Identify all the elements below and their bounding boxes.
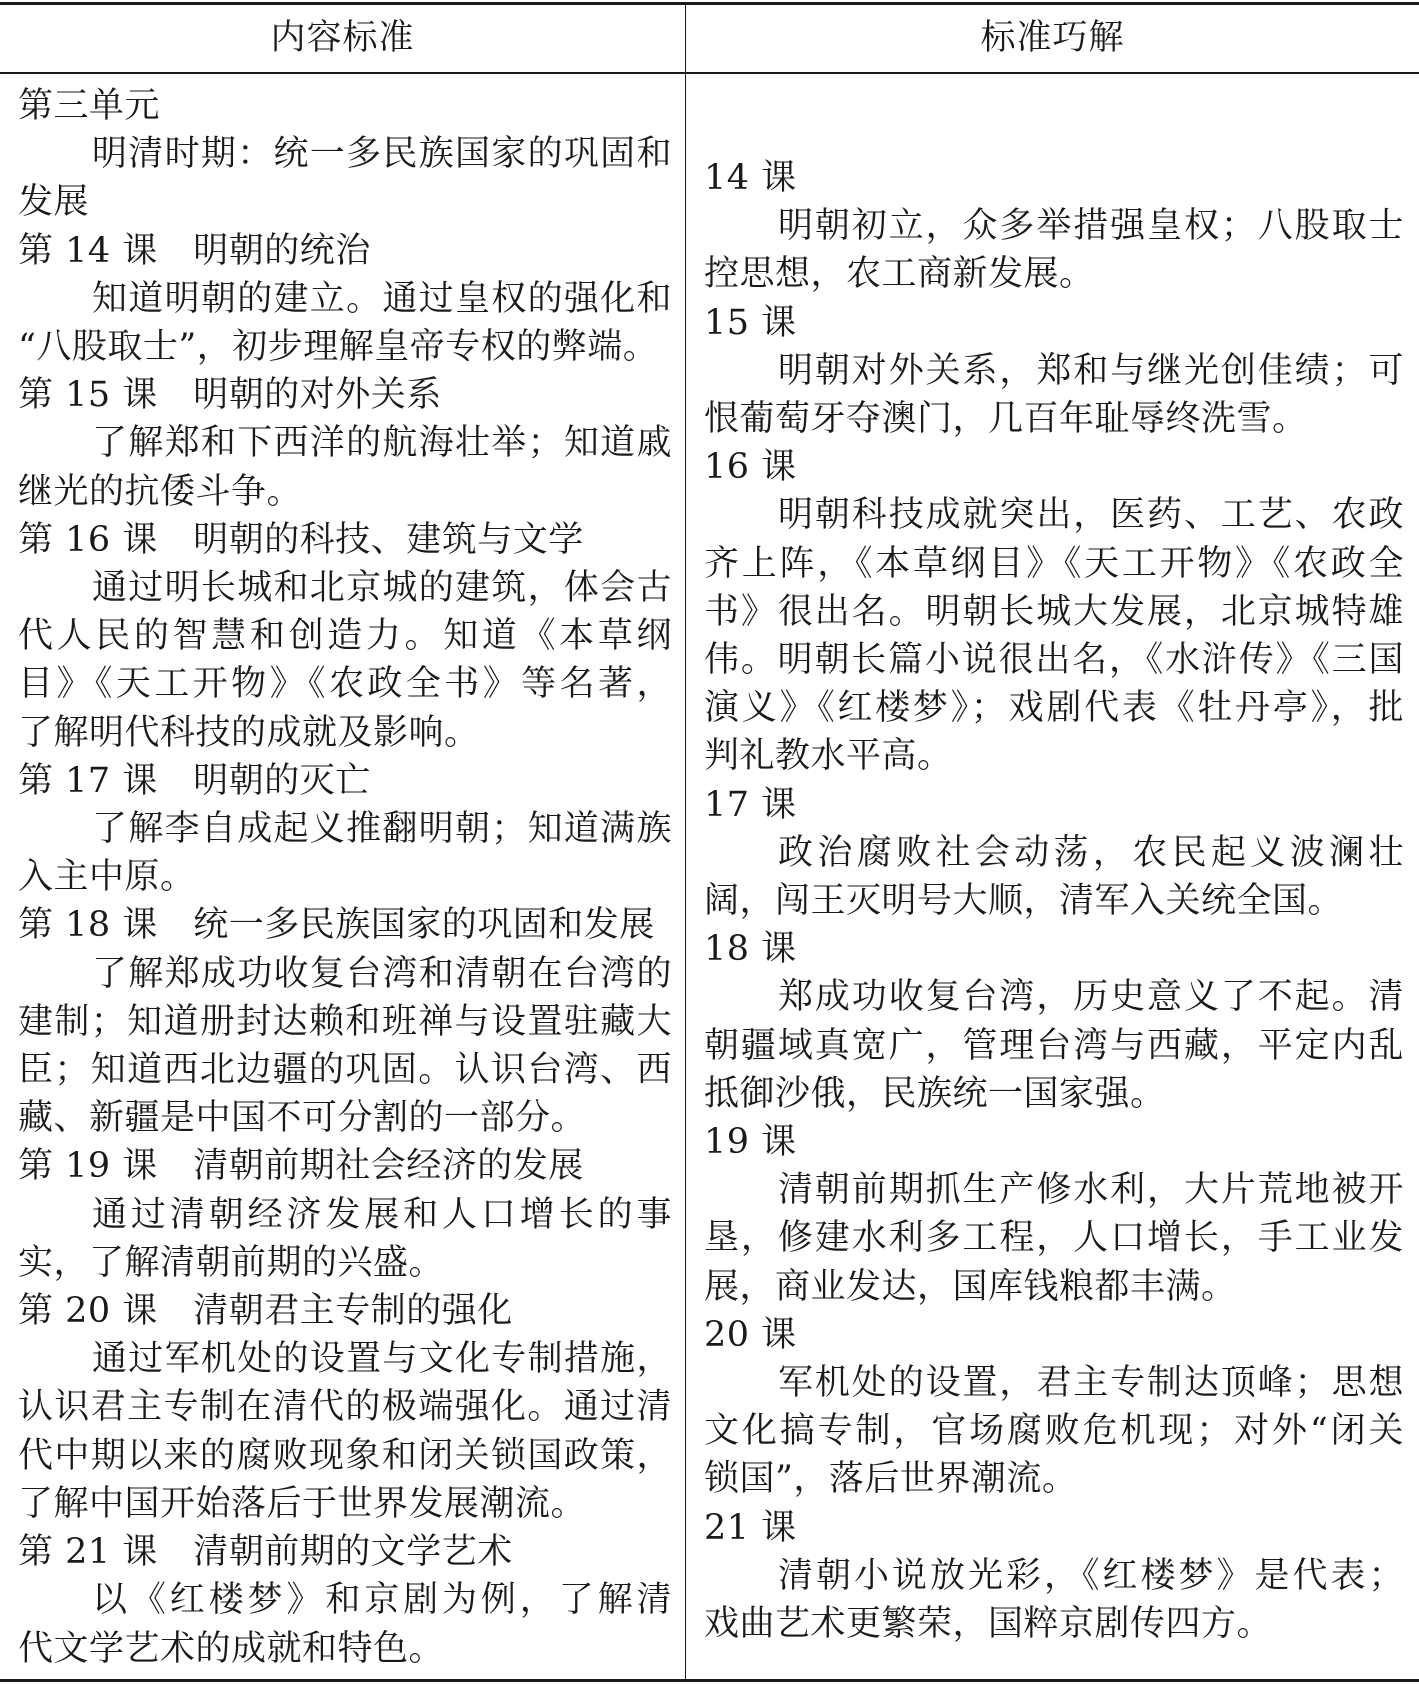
content-standard-line: 认识君主专制在清代的极端强化。通过清 (18, 1387, 672, 1428)
explanation-line: 伟。明朝长篇小说很出名，《水浒传》《三国 (704, 640, 1404, 681)
content-standard-column (18, 82, 672, 1673)
explanation-line: 清朝小说放光彩，《红楼梦》是代表； (778, 1555, 1404, 1596)
content-standard-line: 藏、新疆是中国不可分割的一部分。 (18, 1098, 587, 1139)
content-standard-line: 第 17 课 明朝的灭亡 (18, 760, 371, 801)
explanation-line: 阔，闯王灭明号大顺，清军入关统全国。 (704, 881, 1344, 922)
explanation-line: 郑成功收复台湾，历史意义了不起。清 (778, 977, 1404, 1018)
explanation-line: 判礼教水平高。 (704, 736, 953, 777)
explanation-line: 垦，修建水利多工程，人口增长，手工业发 (704, 1218, 1404, 1259)
content-standard-line: 目》《天工开物》《农政全书》等名著， (18, 664, 672, 705)
explanation-line: 15 课 (704, 302, 797, 343)
content-standard-line: “八股取士”，初步理解皇帝专权的弊端。 (18, 327, 659, 368)
content-standard-line: 第 19 课 清朝前期社会经济的发展 (18, 1146, 584, 1187)
explanation-line: 明朝科技成就突出，医药、工艺、农政 (778, 495, 1404, 536)
content-standard-line: 第 20 课 清朝君主专制的强化 (18, 1291, 513, 1332)
explanation-line: 演义》《红楼梦》；戏剧代表《牡丹亭》，批 (704, 688, 1404, 729)
content-standard-line: 继光的抗倭斗争。 (18, 471, 303, 512)
explanation-line: 朝疆域真宽广，管理台湾与西藏，平定内乱 (704, 1025, 1404, 1066)
explanation-line: 军机处的设置，君主专制达顶峰；思想 (778, 1363, 1404, 1404)
explanation-line: 锁国”，落后世界潮流。 (704, 1459, 1078, 1500)
content-standard-line: 通过军机处的设置与文化专制措施， (92, 1339, 672, 1380)
explanation-line: 19 课 (704, 1122, 797, 1163)
explanation-line: 展，商业发达，国库钱粮都丰满。 (704, 1266, 1237, 1307)
content-standard-line: 通过清朝经济发展和人口增长的事 (92, 1194, 672, 1235)
table-bottom-rule (0, 1679, 1419, 1682)
content-standard-line: 第 16 课 明朝的科技、建筑与文学 (18, 519, 584, 560)
content-standard-line: 入主中原。 (18, 857, 196, 898)
content-standard-line: 第 14 课 明朝的统治 (18, 230, 371, 271)
content-standard-line: 第 15 课 明朝的对外关系 (18, 375, 442, 416)
column-divider (685, 3, 686, 1681)
explanation-line: 政治腐败社会动荡，农民起义波澜壮 (778, 832, 1404, 873)
content-standard-line: 了解明代科技的成就及影响。 (18, 712, 480, 753)
explanation-line: 21 课 (704, 1507, 797, 1548)
explanation-line: 明朝初立，众多举措强皇权；八股取士 (778, 206, 1404, 247)
explanation-line: 戏曲艺术更繁荣，国粹京剧传四方。 (704, 1604, 1273, 1645)
table-header-rule (0, 72, 1419, 74)
content-standard-line: 发展 (18, 182, 90, 223)
header-standard-explanation: 标准巧解 (980, 18, 1125, 58)
content-standard-line: 以《红楼梦》和京剧为例，了解清 (92, 1580, 672, 1621)
content-standard-line: 第三单元 (18, 86, 161, 126)
explanation-line: 清朝前期抓生产修水利，大片荒地被开 (778, 1170, 1404, 1211)
content-standard-line: 代中期以来的腐败现象和闭关锁国政策， (18, 1435, 672, 1476)
standard-explanation-column (704, 154, 1404, 1648)
content-standard-line: 明清时期：统一多民族国家的巩固和 (92, 134, 672, 175)
content-standard-line: 了解郑成功收复台湾和清朝在台湾的 (92, 953, 672, 994)
header-content-standard: 内容标准 (270, 18, 415, 58)
content-standard-line: 建制；知道册封达赖和班禅与设置驻藏大 (18, 1001, 672, 1042)
explanation-line: 恨葡萄牙夺澳门，几百年耻辱终洗雪。 (704, 399, 1308, 440)
content-standard-line: 知道明朝的建立。通过皇权的强化和 (92, 278, 672, 319)
explanation-line: 控思想，农工商新发展。 (704, 254, 1095, 295)
content-standard-line: 了解李自成起义推翻明朝；知道满族 (92, 809, 672, 850)
content-standard-line: 第 18 课 统一多民族国家的巩固和发展 (18, 905, 655, 946)
explanation-line: 16 课 (704, 447, 797, 488)
content-standard-line: 臣；知道西北边疆的巩固。认识台湾、西 (18, 1050, 672, 1091)
explanation-line: 齐上阵，《本草纲目》《天工开物》《农政全 (704, 543, 1404, 584)
explanation-line: 18 课 (704, 929, 797, 970)
explanation-line: 明朝对外关系，郑和与继光创佳绩；可 (778, 350, 1404, 391)
explanation-line: 书》很出名。明朝长城大发展，北京城特雄 (704, 591, 1404, 632)
explanation-line: 17 课 (704, 784, 797, 825)
content-standard-line: 了解中国开始落后于世界发展潮流。 (18, 1483, 587, 1524)
content-standard-line: 通过明长城和北京城的建筑，体会古 (92, 568, 672, 609)
content-standard-line: 代人民的智慧和创造力。知道《本草纲 (18, 616, 672, 657)
explanation-line: 14 课 (704, 158, 797, 198)
content-standard-line: 第 21 课 清朝前期的文学艺术 (18, 1532, 513, 1573)
explanation-line: 20 课 (704, 1314, 797, 1355)
explanation-line: 文化搞专制，官场腐败危机现；对外“闭关 (704, 1411, 1404, 1452)
content-standard-line: 实，了解清朝前期的兴盛。 (18, 1242, 445, 1283)
content-standard-line: 了解郑和下西洋的航海壮举；知道戚 (92, 423, 672, 464)
explanation-line: 抵御沙俄，民族统一国家强。 (704, 1073, 1166, 1114)
content-standard-line: 代文学艺术的成就和特色。 (18, 1628, 445, 1669)
